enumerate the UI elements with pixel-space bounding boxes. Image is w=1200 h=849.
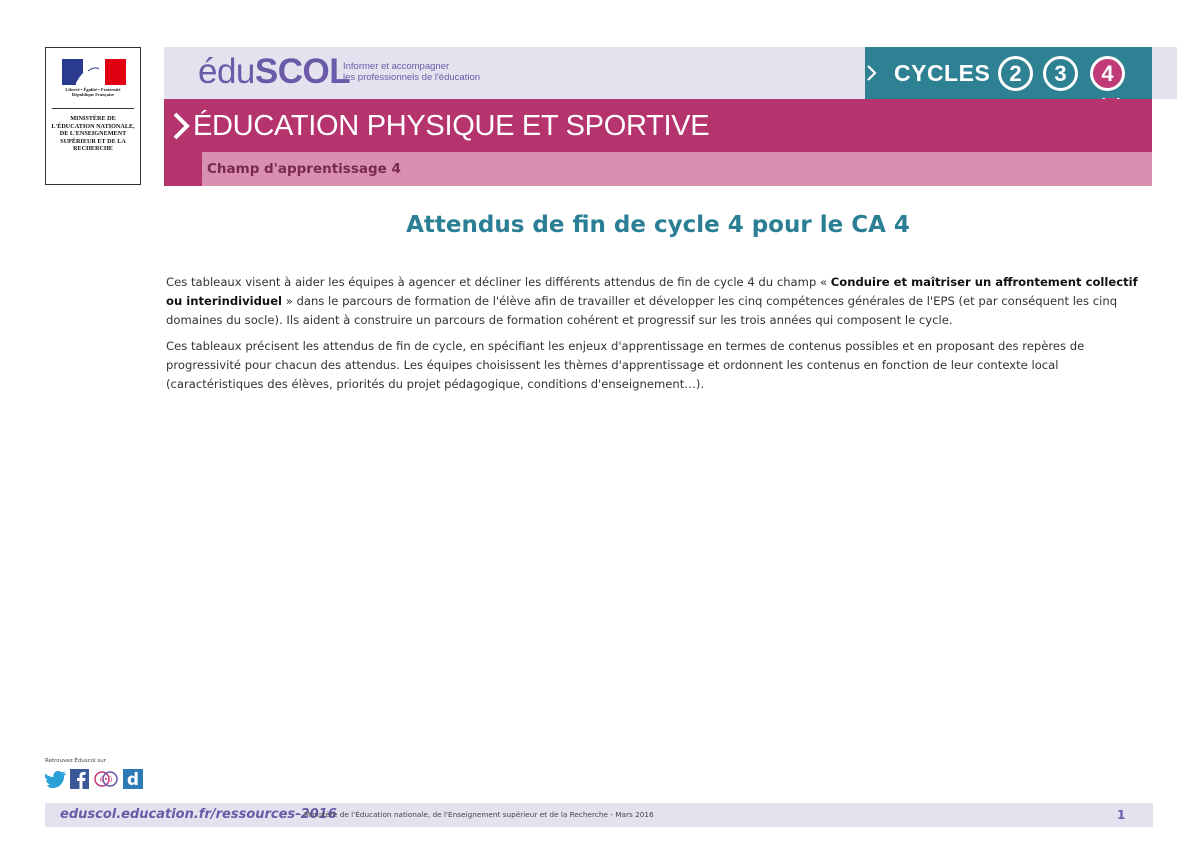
cycles-label: CYCLES bbox=[894, 60, 991, 86]
chevron-right-icon bbox=[867, 65, 877, 81]
subtitle-band-accent bbox=[164, 152, 202, 186]
subject-title: ÉDUCATION PHYSIQUE ET SPORTIVE bbox=[193, 110, 710, 142]
chevron-right-icon bbox=[172, 112, 190, 140]
page-title: Attendus de fin de cycle 4 pour le CA 4 bbox=[406, 212, 910, 238]
page-number: 1 bbox=[1117, 808, 1126, 822]
eduscol-logo[interactable]: éduSCOL bbox=[198, 52, 351, 91]
blog-icon-label: é•ü bbox=[99, 775, 113, 784]
intro-paragraph-1: Ces tableaux visent à aider les équipes à agencer et décliner les différents attendus de fin de cycle 4 du champ « Conduire et maîtriser un affrontement collectif ou interindividuel » dans le parcours de formation de l'élève afin de travailler et développer les cinq compétences générales de l'EPS (et par conséquent les cinq domaines du socle). Ils aident à construire un parcours de formation cohérent et progressif sur les trois années qui composent le cycle. bbox=[166, 275, 1138, 327]
eduscol-tagline: Informer et accompagner les professionnels de l'éducation bbox=[343, 61, 481, 83]
cycle-4-badge[interactable]: 4 bbox=[1090, 56, 1125, 91]
marianne-emblem-icon bbox=[62, 59, 126, 85]
social-caption: Retrouvez Éduscol sur bbox=[45, 758, 106, 764]
dailymotion-letter: d bbox=[126, 770, 140, 789]
dailymotion-icon[interactable] bbox=[123, 769, 143, 789]
twitter-icon[interactable] bbox=[45, 769, 67, 789]
ministry-name: MINISTÈRE DE L'ÉDUCATION NATIONALE, DE L'ENSEIGNEMENT SUPÉRIEUR ET DE LA RECHERCHE bbox=[51, 115, 135, 153]
logo-divider bbox=[52, 108, 134, 109]
ministry-logo bbox=[45, 47, 141, 185]
eduscol-blog-icon[interactable] bbox=[93, 769, 119, 789]
learning-field-subtitle: Champ d'apprentissage 4 bbox=[207, 161, 401, 177]
footer-link[interactable]: eduscol.education.fr/ressources-2016 bbox=[60, 807, 337, 822]
cycle-3-badge[interactable]: 3 bbox=[1043, 56, 1078, 91]
footer-description: - Ministère de l'Éducation nationale, de l'Enseignement supérieur et de la Recherche - Mars 2016 bbox=[299, 810, 654, 819]
facebook-icon[interactable] bbox=[70, 769, 89, 789]
intro-paragraph-2: Ces tableaux précisent les attendus de fin de cycle, en spécifiant les enjeux d'apprentissage en termes de contenus possibles et en proposant des repères de progressivité pour chacun des attendus. Les équipes choisissent les thèmes d'apprentissage et ordonnent les contenus en fonction de leur contexte local (caractéristiques des élèves, priorités du projet pédagogique, conditions d'enseignement…). bbox=[166, 339, 1085, 391]
republic-motto: Liberté • Égalité • Fraternité République Française bbox=[65, 87, 121, 97]
cycle-2-badge[interactable]: 2 bbox=[998, 56, 1033, 91]
field-name-bold: Conduire et maîtriser un affrontement collectif ou interindividuel bbox=[166, 275, 1138, 308]
